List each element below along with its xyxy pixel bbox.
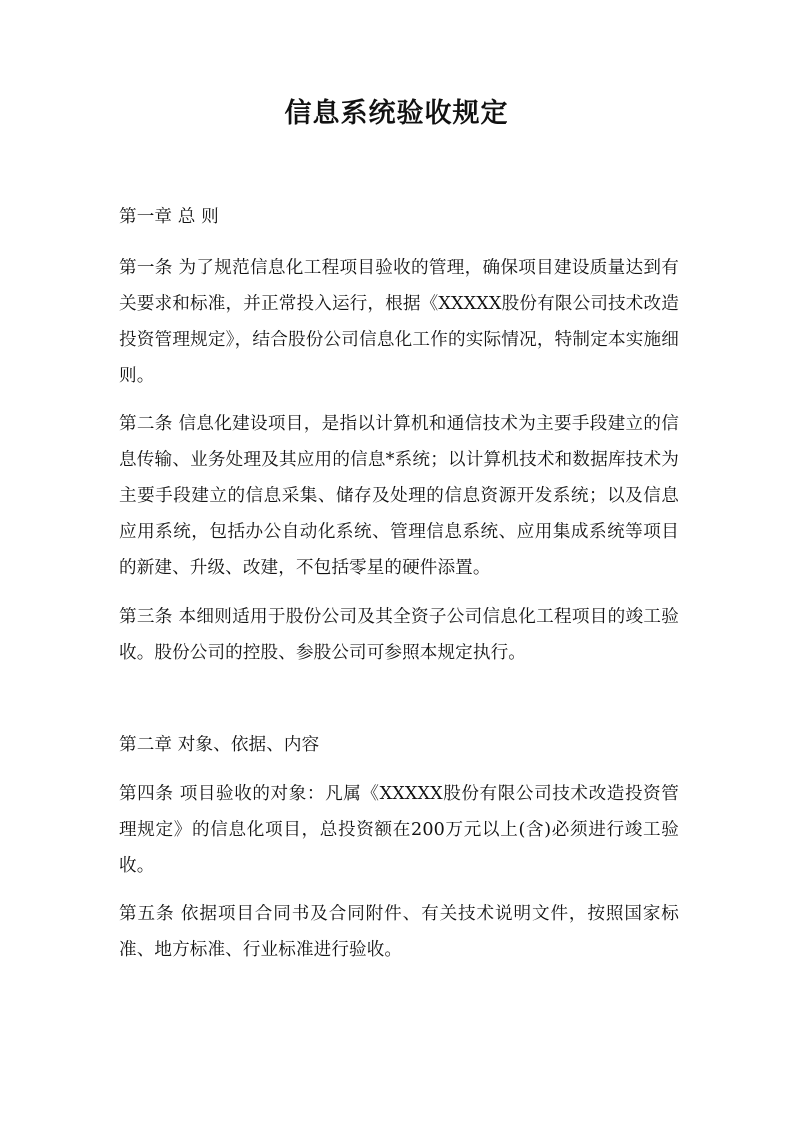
article-1: 第一条 为了规范信息化工程项目验收的管理，确保项目建设质量达到有关要求和标准，并正常投入运行，根据《XXXXX股份有限公司技术改造投资管理规定》，结合股份公司信息化工作的实际情况，特制定本实施细则。 — [119, 258, 679, 386]
article-3: 第三条 本细则适用于股份公司及其全资子公司信息化工程项目的竣工验收。股份公司的控股、参股公司可参照本规定执行。 — [119, 607, 679, 663]
article-5: 第五条 依据项目合同书及合同附件、有关技术说明文件，按照国家标准、地方标准、行业标准进行验收。 — [119, 904, 679, 960]
chapter-1-heading: 第一章 总 则 — [119, 207, 219, 227]
article-2: 第二条 信息化建设项目，是指以计算机和通信技术为主要手段建立的信息传输、业务处理及其应用的信息*系统；以计算机技术和数据库技术为主要手段建立的信息采集、储存及处理的信息资源开发系统；以及信息应用系统，包括办公自动化系统、管理信息系统、应用集成系统等项目的新建、升级、改建，不包括零星的硬件添置。 — [119, 414, 679, 578]
chapter-2-heading: 第二章 对象、依据、内容 — [119, 735, 320, 755]
document-title: 信息系统验收规定 — [284, 98, 509, 129]
article-4: 第四条 项目验收的对象：凡属《XXXXX股份有限公司技术改造投资管理规定》的信息化项目，总投资额在200万元以上(含)必须进行竣工验收。 — [119, 784, 679, 876]
